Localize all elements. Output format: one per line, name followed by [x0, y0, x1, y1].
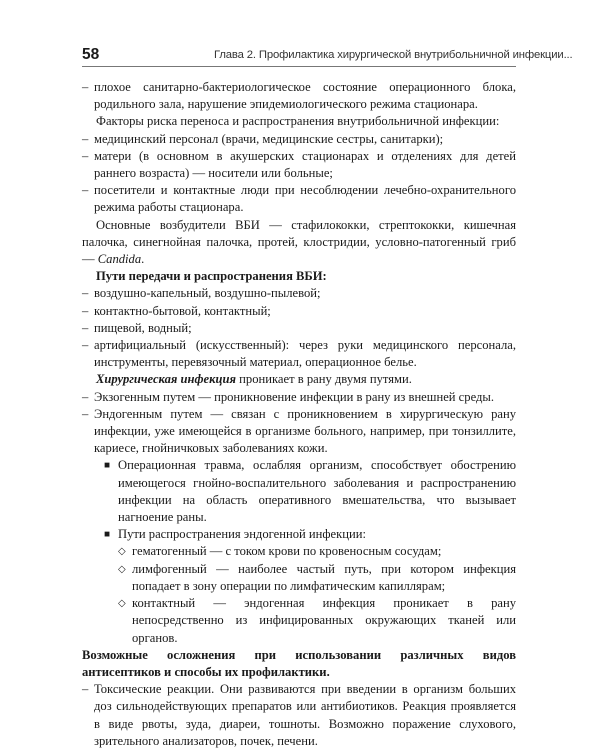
list-item: – посетители и контактные люди при несоблюдении лечебно-охранительного режима работы стационара. [82, 182, 516, 216]
header-divider [82, 66, 516, 67]
dash-bullet: – [82, 183, 89, 198]
list-item: ■ Операционная травма, ослабляя организм, способствует обострению имеющегося гнойно-воспалительного заболевания и распространению инфекции на область оперативного вмешательства, что вызывает нагноение раны. [82, 457, 516, 526]
list-item: – медицинский персонал (врачи, медицинские сестры, санитарки); [82, 131, 516, 148]
square-bullet: ■ [104, 460, 111, 472]
dash-bullet: – [82, 682, 89, 697]
list-item: – Экзогенным путем — проникновение инфекции в рану из внешней среды. [82, 389, 516, 406]
diamond-bullet: ◇ [118, 563, 126, 575]
diamond-bullet: ◇ [118, 598, 126, 610]
list-item: – контактно-бытовой, контактный; [82, 303, 516, 320]
list-item: – Эндогенным путем — связан с проникновением в хирургическую рану инфекции, уже имеющейся в организме больного, например, при тонзиллите, кариесе, гнойничковых заболеваниях кожи. [82, 406, 516, 458]
dash-bullet: – [82, 286, 89, 301]
page-content [82, 79, 516, 750]
list-item: – пищевой, водный; [82, 320, 516, 337]
list-item: – воздушно-капельный, воздушно-пылевой; [82, 285, 516, 302]
dash-bullet: – [82, 148, 89, 163]
term-surgical-infection: Хирургическая инфекция [96, 372, 237, 387]
list-item: ◇ контактный — эндогенная инфекция проникает в рану непосредственно из инфицированных окружающих тканей или органов. [82, 595, 516, 647]
paragraph-surgical-infection: Хирургическая инфекция проникает в рану двумя путями. [96, 372, 412, 387]
diamond-bullet: ◇ [118, 546, 126, 558]
paragraph-risk-factors: Факторы риска переноса и распространения внутрибольничной инфекции: [96, 114, 500, 129]
dash-bullet: – [82, 338, 89, 353]
list-item: – матери (в основном в акушерских стационарах и отделениях для детей раннего возраста) — носители или больные; [82, 148, 516, 182]
dash-bullet: – [82, 406, 89, 421]
running-header: Глава 2. Профилактика хирургической внутрибольничной инфекции... [214, 49, 573, 61]
list-item: – плохое санитарно-бактериологическое состояние операционного блока, родильного зала, нарушение эпидемиологического режима стационара. [82, 79, 516, 113]
dash-bullet: – [82, 80, 89, 94]
heading-transmission-routes: Пути передачи и распространения ВБИ: [96, 269, 327, 284]
list-item: – артифициальный (искусственный): через руки медицинского персонала, инструменты, перевязочный материал, операционное белье. [82, 337, 516, 371]
dash-bullet: – [82, 320, 89, 335]
list-item: – Токсические реакции. Они развиваются при введении в организм больших доз сильнодействующих препаратов или антибиотиков. Реакция проявляется в виде рвоты, зуда, диареи, тошноты. Возможно поражение слухового, зрительного анализаторов, почек, печени. [82, 681, 516, 750]
heading-complications: Возможные осложнения при использовании различных видов антисептиков и способы их профилактики. [82, 647, 516, 679]
dash-bullet: – [82, 303, 89, 318]
list-item: ◇ гематогенный — с током крови по кровеносным сосудам; [82, 543, 516, 560]
paragraph-pathogens: Основные возбудители ВБИ — стафилококки, стрептококки, кишечная палочка, синегнойная палочка, протей, клостридии, условно-патогенный гриб — Candida. [82, 217, 516, 267]
dash-bullet: – [82, 131, 89, 146]
page-number: 58 [82, 46, 100, 63]
dash-bullet: – [82, 389, 89, 404]
list-item: ◇ лимфогенный — наиболее частый путь, при котором инфекция попадает в зону операции по лимфатическим капиллярам; [82, 561, 516, 595]
list-item: ■ Пути распространения эндогенной инфекции: [82, 526, 516, 543]
square-bullet: ■ [104, 529, 111, 541]
